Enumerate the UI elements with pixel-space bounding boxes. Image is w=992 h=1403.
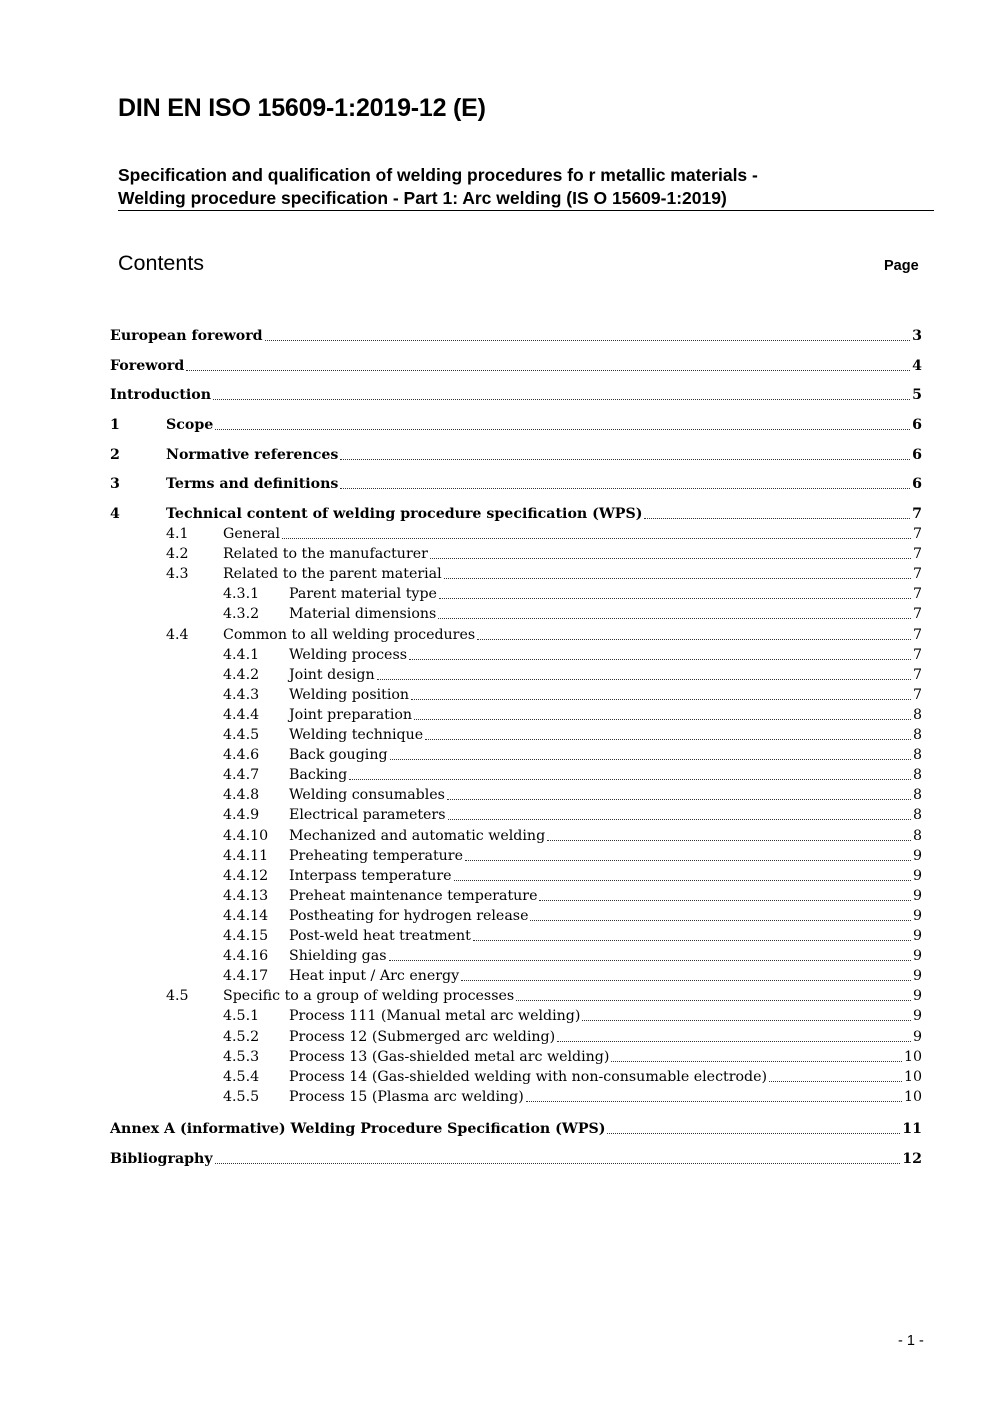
- toc-entry[interactable]: [110, 726, 922, 744]
- toc-entry-number: 4.4.11: [223, 847, 269, 864]
- toc-entry[interactable]: [110, 446, 922, 464]
- toc-entry[interactable]: [110, 386, 922, 404]
- toc-dot-leader: [477, 639, 911, 640]
- toc-entry-number: 4.3: [166, 566, 189, 583]
- toc-entry-title: Heat input / Arc energy: [289, 968, 460, 985]
- toc-entry-title: Bibliography: [110, 1151, 213, 1167]
- toc-entry-page: 8: [912, 767, 922, 784]
- toc-entry-page: 10: [903, 1068, 922, 1085]
- toc-entry-page: 4: [912, 358, 922, 374]
- toc-dot-leader: [411, 699, 911, 700]
- toc-entry-number: 4: [110, 506, 120, 522]
- toc-entry-page: 7: [912, 626, 922, 643]
- toc-entry-number: 4.4.2: [223, 666, 260, 683]
- toc-entry-title: Welding process: [289, 646, 408, 663]
- toc-entry[interactable]: [110, 545, 922, 563]
- toc-entry-page: 10: [903, 1048, 922, 1065]
- toc-dot-leader: [557, 1041, 911, 1042]
- toc-entry-number: 4.5: [166, 988, 189, 1005]
- toc-entry-number: 3: [110, 476, 120, 492]
- toc-entry[interactable]: [110, 786, 922, 804]
- toc-entry-number: 4.4.7: [223, 767, 260, 784]
- toc-entry-number: 4.4.4: [223, 706, 260, 723]
- toc-dot-leader: [611, 1061, 902, 1062]
- contents-heading: Contents: [118, 251, 205, 275]
- toc-entry[interactable]: [110, 605, 922, 623]
- toc-dot-leader: [389, 960, 911, 961]
- toc-entry[interactable]: [110, 626, 922, 644]
- toc-dot-leader: [439, 598, 911, 599]
- toc-entry-page: 9: [912, 867, 922, 884]
- toc-entry-number: 4.4.8: [223, 787, 260, 804]
- toc-entry-title: Preheating temperature: [289, 847, 463, 864]
- toc-entry-page: 9: [912, 907, 922, 924]
- toc-entry[interactable]: [110, 947, 922, 965]
- toc-entry-title: Electrical parameters: [289, 807, 446, 824]
- toc-entry-number: 4.4: [166, 626, 189, 643]
- toc-dot-leader: [447, 799, 911, 800]
- toc-entry[interactable]: [110, 987, 922, 1005]
- toc-entry-title: General: [223, 526, 281, 542]
- toc-dot-leader: [644, 518, 910, 519]
- toc-entry-number: 4.4.16: [223, 948, 269, 965]
- toc-entry-page: 8: [912, 827, 922, 844]
- toc-dot-leader: [282, 538, 911, 539]
- toc-dot-leader: [526, 1101, 902, 1102]
- toc-dot-leader: [186, 370, 910, 371]
- subtitle-rule: [118, 210, 934, 211]
- toc-entry-page: 10: [903, 1088, 922, 1105]
- toc-entry-title: Welding consumables: [289, 787, 445, 804]
- subtitle-line-1: Specification and qualification of welding procedures fo r metallic materials -: [118, 165, 758, 185]
- toc-entry-page: 7: [912, 526, 922, 542]
- toc-entry-title: Process 15 (Plasma arc welding): [289, 1088, 524, 1105]
- page-column-label: Page: [884, 258, 919, 274]
- toc-entry-page: 6: [912, 447, 922, 463]
- toc-entry-number: 4.5.5: [223, 1088, 260, 1105]
- toc-entry-title: Joint design: [289, 666, 375, 683]
- toc-dot-leader: [516, 1000, 911, 1001]
- toc-entry-number: 4.4.12: [223, 867, 269, 884]
- toc-entry-title: Scope: [166, 417, 214, 433]
- toc-entry-title: Backing: [289, 767, 348, 784]
- toc-entry[interactable]: [110, 666, 922, 684]
- toc-entry-number: 4.4.6: [223, 747, 260, 764]
- toc-dot-leader: [438, 618, 911, 619]
- toc-entry[interactable]: [110, 475, 922, 493]
- toc-dot-leader: [213, 399, 910, 400]
- page-number: - 1 -: [898, 1333, 924, 1349]
- toc-dot-leader: [530, 920, 910, 921]
- toc-dot-leader: [444, 578, 911, 579]
- toc-entry-title: Related to the parent material: [223, 566, 442, 583]
- toc-entry[interactable]: [110, 907, 922, 925]
- toc-dot-leader: [454, 880, 911, 881]
- toc-entry-title: Postheating for hydrogen release: [289, 907, 529, 924]
- toc-entry[interactable]: [110, 565, 922, 583]
- toc-entry[interactable]: [110, 1028, 922, 1046]
- toc-entry-title: Welding position: [289, 686, 410, 703]
- toc-dot-leader: [265, 340, 911, 341]
- toc-entry[interactable]: [110, 867, 922, 885]
- toc-entry[interactable]: [110, 1088, 922, 1106]
- toc-entry[interactable]: [110, 357, 922, 375]
- toc-entry-number: 4.4.10: [223, 827, 269, 844]
- toc-entry-page: 9: [912, 1028, 922, 1045]
- toc-entry-title: Common to all welding procedures: [223, 626, 476, 643]
- toc-dot-leader: [539, 900, 910, 901]
- toc-entry-page: 9: [912, 948, 922, 965]
- toc-entry-page: 12: [902, 1151, 922, 1167]
- toc-entry[interactable]: [110, 1120, 922, 1138]
- toc-entry-page: 9: [912, 968, 922, 985]
- toc-entry-page: 7: [912, 506, 922, 522]
- toc-entry-title: Preheat maintenance temperature: [289, 887, 538, 904]
- toc-entry[interactable]: [110, 927, 922, 945]
- toc-dot-leader: [461, 980, 911, 981]
- toc-dot-leader: [349, 779, 911, 780]
- toc-entry-title: Post-weld heat treatment: [289, 928, 471, 944]
- toc-entry[interactable]: [110, 827, 922, 845]
- toc-entry-title: Parent material type: [289, 586, 437, 603]
- toc-dot-leader: [769, 1081, 902, 1082]
- toc-entry-page: 6: [912, 476, 922, 492]
- toc-entry-number: 4.5.4: [223, 1068, 260, 1085]
- toc-dot-leader: [215, 1163, 901, 1164]
- toc-entry-title: Specific to a group of welding processes: [223, 988, 515, 1005]
- toc-dot-leader: [547, 840, 911, 841]
- toc-dot-leader: [607, 1133, 900, 1134]
- toc-entry-page: 6: [912, 417, 922, 433]
- toc-entry-page: 3: [912, 328, 922, 344]
- toc-entry[interactable]: [110, 887, 922, 905]
- toc-entry-page: 9: [912, 928, 922, 944]
- subtitle-line-2: Welding procedure specification - Part 1: Arc welding (IS O 15609-1:2019): [118, 188, 727, 208]
- toc-entry-number: 4.5.1: [223, 1008, 260, 1025]
- toc-dot-leader: [340, 488, 910, 489]
- toc-entry[interactable]: [110, 847, 922, 865]
- toc-dot-leader: [430, 558, 911, 559]
- toc-entry-title: Technical content of welding procedure specification (WPS): [166, 506, 643, 522]
- toc-dot-leader: [377, 679, 911, 680]
- toc-entry-number: 4.4.5: [223, 727, 260, 743]
- toc-entry-title: Process 12 (Submerged arc welding): [289, 1028, 556, 1045]
- toc-entry-page: 7: [912, 646, 922, 663]
- toc-entry-number: 4.4.1: [223, 646, 260, 663]
- toc-entry-page: 8: [912, 727, 922, 743]
- toc-entry[interactable]: [110, 646, 922, 664]
- toc-dot-leader: [215, 429, 910, 430]
- toc-entry[interactable]: [110, 1068, 922, 1086]
- toc-entry-title: Annex A (informative) Welding Procedure Specification (WPS): [110, 1121, 606, 1137]
- toc-entry-page: 7: [912, 586, 922, 603]
- toc-entry-number: 2: [110, 447, 120, 463]
- toc-entry-title: Foreword: [110, 358, 185, 374]
- toc-entry-title: Terms and definitions: [166, 476, 339, 492]
- toc-entry-number: 4.4.14: [223, 907, 269, 924]
- toc-entry-title: Process 14 (Gas-shielded welding with non-consumable electrode): [289, 1068, 768, 1085]
- toc-entry[interactable]: [110, 1048, 922, 1066]
- document-subtitle: [118, 164, 934, 210]
- toc-entry[interactable]: [110, 967, 922, 985]
- toc-dot-leader: [414, 719, 911, 720]
- toc-entry-page: 8: [912, 787, 922, 804]
- toc-entry[interactable]: [110, 1150, 922, 1168]
- toc-entry-title: Introduction: [110, 387, 212, 403]
- toc-dot-leader: [409, 659, 911, 660]
- toc-entry-title: European foreword: [110, 328, 263, 344]
- toc-entry-page: 8: [912, 807, 922, 824]
- toc-entry-page: 7: [912, 546, 922, 563]
- document-id: DIN EN ISO 15609-1:2019-12 (E): [118, 94, 486, 122]
- toc-entry-page: 9: [912, 988, 922, 1005]
- toc-entry[interactable]: [110, 585, 922, 603]
- toc-entry-page: 9: [912, 1008, 922, 1025]
- toc-entry[interactable]: [110, 746, 922, 764]
- toc-entry-title: Back gouging: [289, 747, 388, 764]
- toc-entry-page: 7: [912, 686, 922, 703]
- toc-entry-number: 4.2: [166, 546, 189, 563]
- toc-entry-title: Joint preparation: [289, 706, 413, 723]
- toc-dot-leader: [448, 819, 911, 820]
- toc-entry-number: 4.1: [166, 526, 189, 542]
- toc-entry-number: 1: [110, 417, 120, 433]
- toc-entry-title: Material dimensions: [289, 606, 437, 623]
- toc-entry-number: 4.4.17: [223, 968, 269, 985]
- toc-dot-leader: [425, 739, 911, 740]
- toc-entry-page: 7: [912, 666, 922, 683]
- toc-entry[interactable]: [110, 1007, 922, 1025]
- toc-entry[interactable]: [110, 505, 922, 523]
- toc-dot-leader: [465, 860, 911, 861]
- toc-entry[interactable]: [110, 525, 922, 543]
- toc-dot-leader: [390, 759, 911, 760]
- toc-entry-page: 9: [912, 887, 922, 904]
- toc-entry-number: 4.5.2: [223, 1028, 260, 1045]
- toc-entry[interactable]: [110, 686, 922, 704]
- toc-entry-number: 4.4.3: [223, 686, 260, 703]
- toc-entry-title: Normative references: [166, 447, 339, 463]
- toc-entry-title: Interpass temperature: [289, 867, 452, 884]
- toc-entry-page: 7: [912, 566, 922, 583]
- toc-entry-number: 4.3.2: [223, 606, 260, 623]
- toc-entry-page: 8: [912, 706, 922, 723]
- toc-dot-leader: [582, 1020, 911, 1021]
- toc-entry-number: 4.5.3: [223, 1048, 260, 1065]
- toc-entry-title: Shielding gas: [289, 948, 387, 965]
- toc-entry-title: Mechanized and automatic welding: [289, 827, 546, 844]
- toc-entry-page: 9: [912, 847, 922, 864]
- toc-entry[interactable]: [110, 766, 922, 784]
- toc-entry-number: 4.4.9: [223, 807, 260, 824]
- toc-entry-page: 11: [902, 1121, 922, 1137]
- toc-dot-leader: [473, 940, 911, 941]
- toc-entry[interactable]: [110, 706, 922, 724]
- toc-entry[interactable]: [110, 416, 922, 434]
- toc-entry-number: 4.4.15: [223, 928, 269, 944]
- toc-entry-page: 8: [912, 747, 922, 764]
- toc-entry-title: Welding technique: [289, 727, 424, 743]
- toc-dot-leader: [340, 459, 910, 460]
- toc-entry-title: Process 111 (Manual metal arc welding): [289, 1008, 581, 1025]
- toc-entry-number: 4.4.13: [223, 887, 269, 904]
- toc-entry-number: 4.3.1: [223, 586, 260, 603]
- toc-entry-title: Process 13 (Gas-shielded metal arc welding): [289, 1048, 610, 1065]
- toc-entry-page: 7: [912, 606, 922, 623]
- toc-entry[interactable]: [110, 806, 922, 824]
- toc-entry-title: Related to the manufacturer: [223, 546, 428, 563]
- toc-entry[interactable]: [110, 327, 922, 345]
- toc-entry-page: 5: [912, 387, 922, 403]
